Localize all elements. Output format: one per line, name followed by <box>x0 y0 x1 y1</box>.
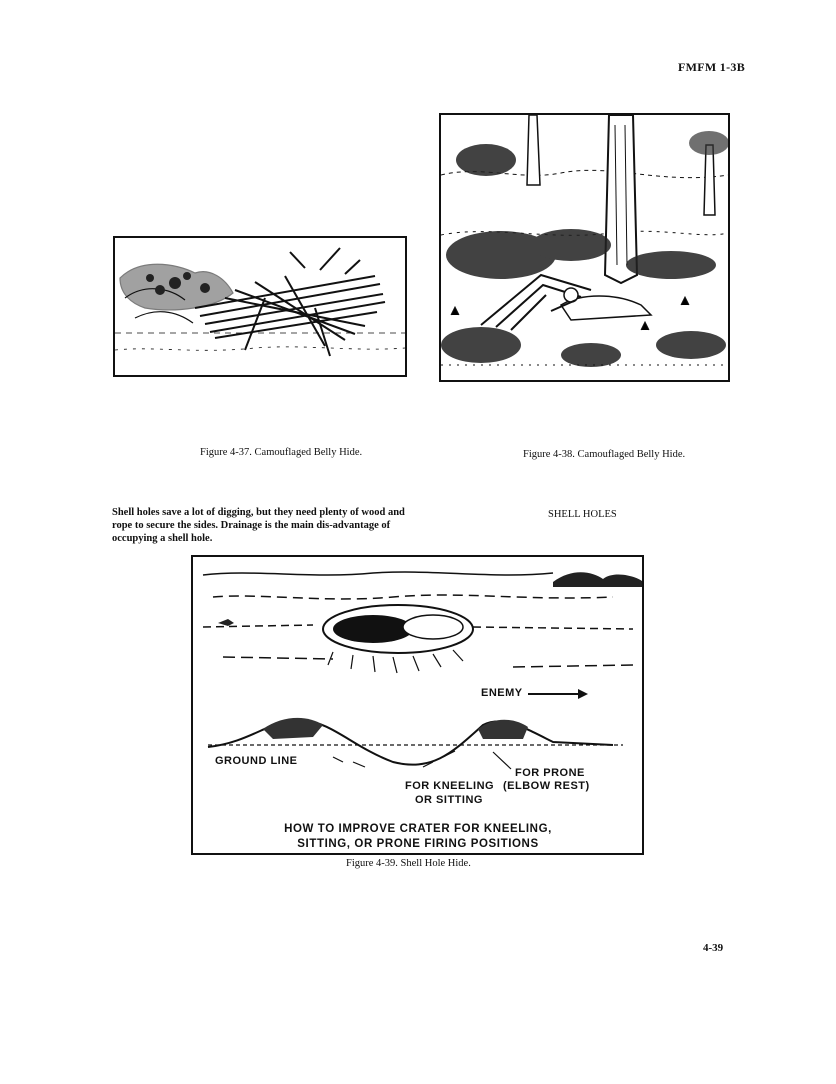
enemy-label: ENEMY <box>481 687 523 699</box>
elbow-rest-label: (ELBOW REST) <box>503 780 590 792</box>
for-kneeling-label: FOR KNEELING <box>405 780 495 792</box>
figure-4-37-image <box>113 236 407 377</box>
or-sitting-label: OR SITTING <box>415 794 483 806</box>
document-code: FMFM 1-3B <box>678 60 746 74</box>
figure-4-39-image <box>191 555 644 855</box>
ground-line-label: GROUND LINE <box>215 755 298 767</box>
figure-4-39-title-line-1: HOW TO IMPROVE CRATER FOR KNEELING, <box>284 823 552 835</box>
figure-4-38-caption: Figure 4-38. Camouflaged Belly Hide. <box>523 449 686 460</box>
figure-4-37-caption: Figure 4-37. Camouflaged Belly Hide. <box>200 447 363 458</box>
figure-4-39-caption: Figure 4-39. Shell Hole Hide. <box>346 858 471 869</box>
figure-4-39-title-line-2: SITTING, OR PRONE FIRING POSITIONS <box>297 838 539 850</box>
for-prone-label: FOR PRONE <box>515 767 585 779</box>
page-number: 4-39 <box>703 942 724 954</box>
figure-4-38-image <box>439 113 730 382</box>
section-heading: SHELL HOLES <box>548 509 617 520</box>
body-paragraph: Shell holes save a lot of digging, but they need plenty of wood and rope to secure the sides. Drainage is the main dis-advantage of occupying a shell hole. <box>112 507 405 544</box>
